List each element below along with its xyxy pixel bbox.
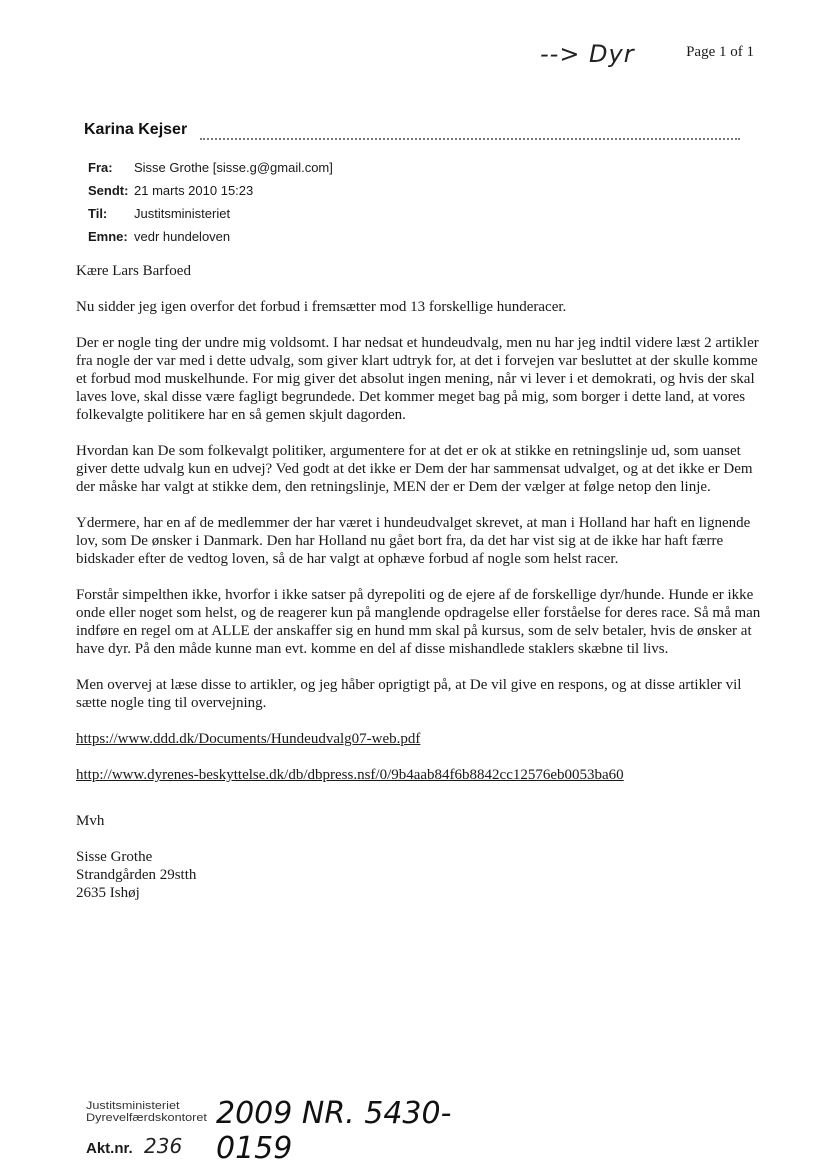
header-row-from — [88, 156, 333, 179]
paragraph: Ydermere, har en af de medlemmer der har været i hundeudvalget skrevet, at man i Holland har haft en lignende lov, som De ønsker i Danmark. Den har Holland nu gået bort fra, da det har vist sig at de ikke har haft færre bidskader efter de vedtog loven, så de har valgt at ophæve forbud af nogle som helst racer. — [76, 515, 751, 567]
header-divider — [200, 138, 740, 140]
signature-street: Strandgården 29stth — [76, 867, 197, 883]
signature-city: 2635 Ishøj — [76, 885, 140, 901]
handwritten-note: --> Dyr — [540, 40, 635, 68]
header-row-subject — [88, 225, 333, 248]
recipient-name: Karina Kejser — [84, 121, 188, 138]
from-value: Sisse Grothe [sisse.g@gmail.com] — [134, 160, 333, 175]
stamp-organization — [86, 1100, 207, 1124]
ministry-stamp — [86, 1096, 506, 1166]
header-row-sent — [88, 179, 333, 202]
sent-label: Sendt: — [88, 183, 129, 198]
sent-value: 21 marts 2010 15:23 — [134, 183, 254, 198]
salutation: Kære Lars Barfoed — [76, 263, 191, 279]
to-value: Justitsministeriet — [134, 206, 231, 221]
signature-name: Sisse Grothe — [76, 849, 153, 865]
from-label: Fra: — [88, 160, 113, 175]
header-row-to — [88, 202, 333, 225]
letter-body — [76, 262, 766, 902]
paragraph: Der er nogle ting der undre mig voldsomt. I har nedsat et hundeudvalg, men nu har jeg indtil videre læst 2 artikler fra nogle der var med i dette udvalg, som giver klart udtryk for, at det i forvejen var besluttet at der skulle komme et forbud mod muskelhunde. For mig giver det absolut ingen mening, når vi lever i et demokrati, og hvis der skal laves love, skal disse være fagligt begrundede. Det kommer meget bag på mig, som borger i dette land, at vores folkevalgte politikere har en så gemen skjult dagorden. — [76, 335, 759, 423]
closing: Mvh — [76, 813, 105, 829]
akt-label: Akt.nr. — [86, 1140, 133, 1157]
subject-label: Emne: — [88, 229, 128, 244]
akt-value: 236 — [144, 1134, 183, 1158]
paragraph: Nu sidder jeg igen overfor det forbud i fremsætter mod 13 forskellige hunderacer. — [76, 299, 567, 315]
stamp-org-line2: Dyrevelfærdskontoret — [86, 1112, 207, 1124]
paragraph: Men overvej at læse disse to artikler, og jeg håber oprigtigt på, at De vil give en respons, og at disse artikler vil sætte nogle ting til overvejning. — [76, 677, 742, 711]
link-article-2[interactable]: http://www.dyrenes-beskyttelse.dk/db/dbpress.nsf/0/9b4aab84f6b8842cc12576eb0053ba60 — [76, 767, 624, 783]
page-number: Page 1 of 1 — [686, 44, 754, 60]
stamp-case-number: 2009 NR. 5430-0159 — [216, 1096, 452, 1166]
paragraph: Hvordan kan De som folkevalgt politiker, argumentere for at det er ok at stikke en retningslinje ud, som uanset giver dette udvalg kun en udvej? Ved godt at det ikke er Dem der har sammensat udvalget, og at det ikke er Dem der måske har valgt at stikke dem, den retningslinje, MEN der er Dem der vælger at følge netop den linje. — [76, 443, 753, 495]
stamp-org-line1: Justitsministeriet — [86, 1100, 180, 1112]
link-article-1[interactable]: https://www.ddd.dk/Documents/Hundeudvalg07-web.pdf — [76, 731, 421, 747]
to-label: Til: — [88, 206, 108, 221]
paragraph: Forstår simpelthen ikke, hvorfor i ikke satser på dyrepoliti og de ejere af de forskellige dyr/hunde. Hunde er ikke onde eller noget som helst, og de reagerer kun på manglende opdragelse eller forståelse for deres race. Så må man indføre en regel om at ALLE der anskaffer sig en hund mm skal på kursus, som de selv betaler, hvis de ønsker at have dyr. På den måde kunne man evt. komme en del af disse mishandlede staklers skæbne til livs. — [76, 587, 761, 657]
subject-value: vedr hundeloven — [134, 229, 231, 244]
email-header — [88, 156, 333, 248]
